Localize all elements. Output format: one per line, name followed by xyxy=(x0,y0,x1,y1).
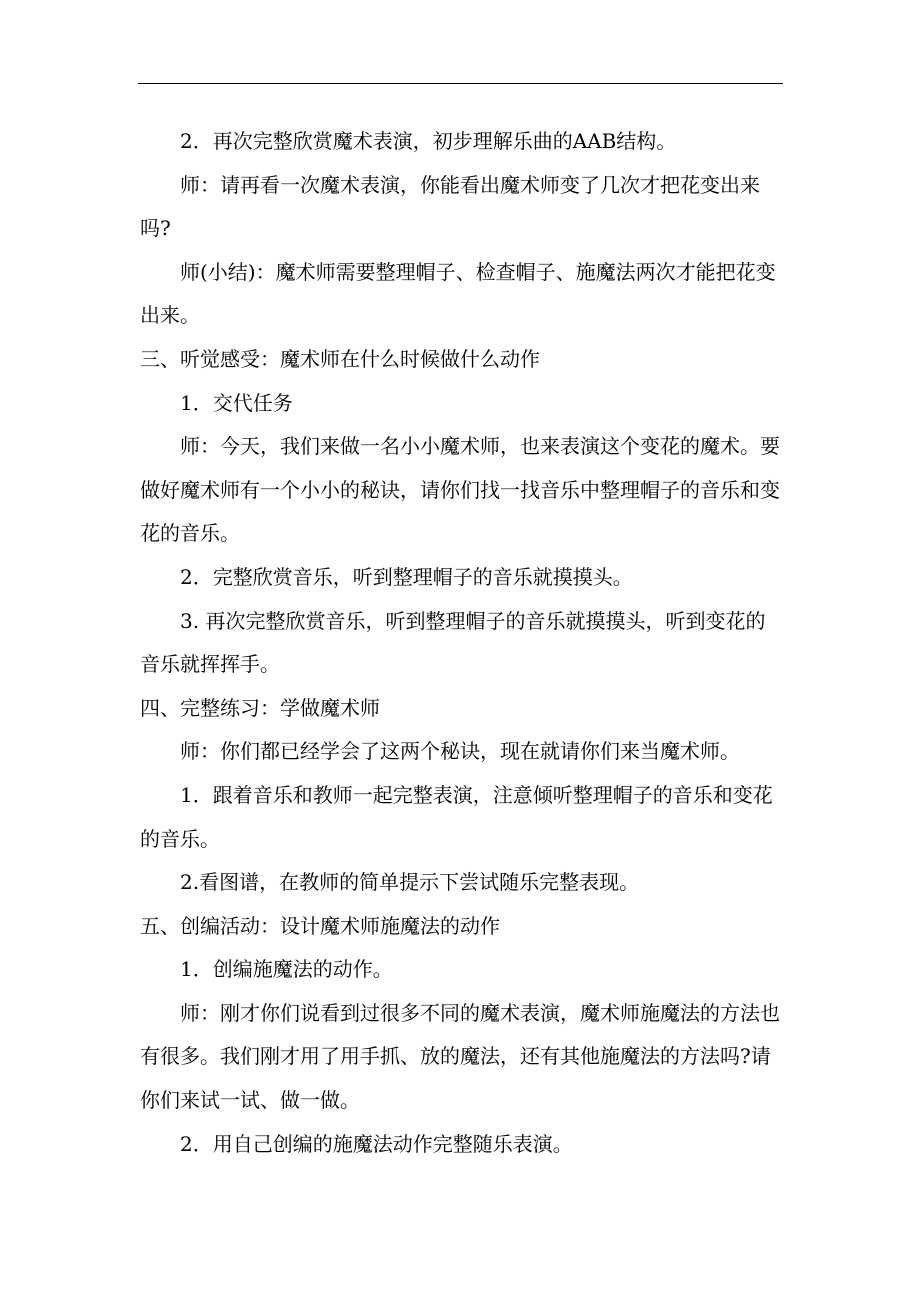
section-heading-3: 三、听觉感受：魔术师在什么时候做什么动作 xyxy=(140,346,540,371)
paragraph-listen-touch-head: 2．完整欣赏音乐，听到整理帽子的音乐就摸摸头。 xyxy=(180,564,633,589)
paragraph-step-2-appreciate: 2．再次完整欣赏魔术表演，初步理解乐曲的AAB结构。 xyxy=(180,129,677,153)
paragraph-teacher-summary: 师(小结)：魔术师需要整理帽子、检查帽子、施魔法两次才能把花变出来。 xyxy=(140,259,776,328)
paragraph-perform-own-actions: 2．用自己创编的施魔法动作完整随乐表演。 xyxy=(180,1131,573,1156)
paragraph-create-actions: 1．创编施魔法的动作。 xyxy=(180,957,393,982)
header-rule xyxy=(138,83,783,84)
paragraph-assign-task: 1．交代任务 xyxy=(180,390,293,415)
paragraph-look-at-chart: 2.看图谱，在教师的简单提示下尝试随乐完整表现。 xyxy=(180,870,640,895)
paragraph-perform-with-teacher: 1．跟着音乐和教师一起完整表演，注意倾听整理帽子的音乐和变花的音乐。 xyxy=(140,782,773,851)
paragraph-teacher-secrets: 师：你们都已经学会了这两个秘诀，现在就请你们来当魔术师。 xyxy=(180,739,740,764)
section-heading-4: 四、完整练习：学做魔术师 xyxy=(140,695,380,720)
paragraph-listen-wave-hand: 3. 再次完整欣赏音乐，听到整理帽子的音乐就摸摸头，听到变花的音乐就挥挥手。 xyxy=(140,608,766,677)
paragraph-teacher-today: 师：今天，我们来做一名小小魔术师，也来表演这个变花的魔术。要做好魔术师有一个小小的秘诀，请你们找一找音乐中整理帽子的音乐和变花的音乐。 xyxy=(140,434,780,546)
paragraph-teacher-question: 师：请再看一次魔术表演，你能看出魔术师变了几次才把花变出来吗? xyxy=(140,172,760,241)
paragraph-teacher-methods: 师：刚才你们说看到过很多不同的魔术表演，魔术师施魔法的方法也有很多。我们刚才用了用手抓、放的魔法，还有其他施魔法的方法吗?请你们来试一试、做一做。 xyxy=(140,1000,780,1113)
section-heading-5: 五、创编活动：设计魔术师施魔法的动作 xyxy=(140,913,500,938)
document-body xyxy=(140,120,782,1166)
